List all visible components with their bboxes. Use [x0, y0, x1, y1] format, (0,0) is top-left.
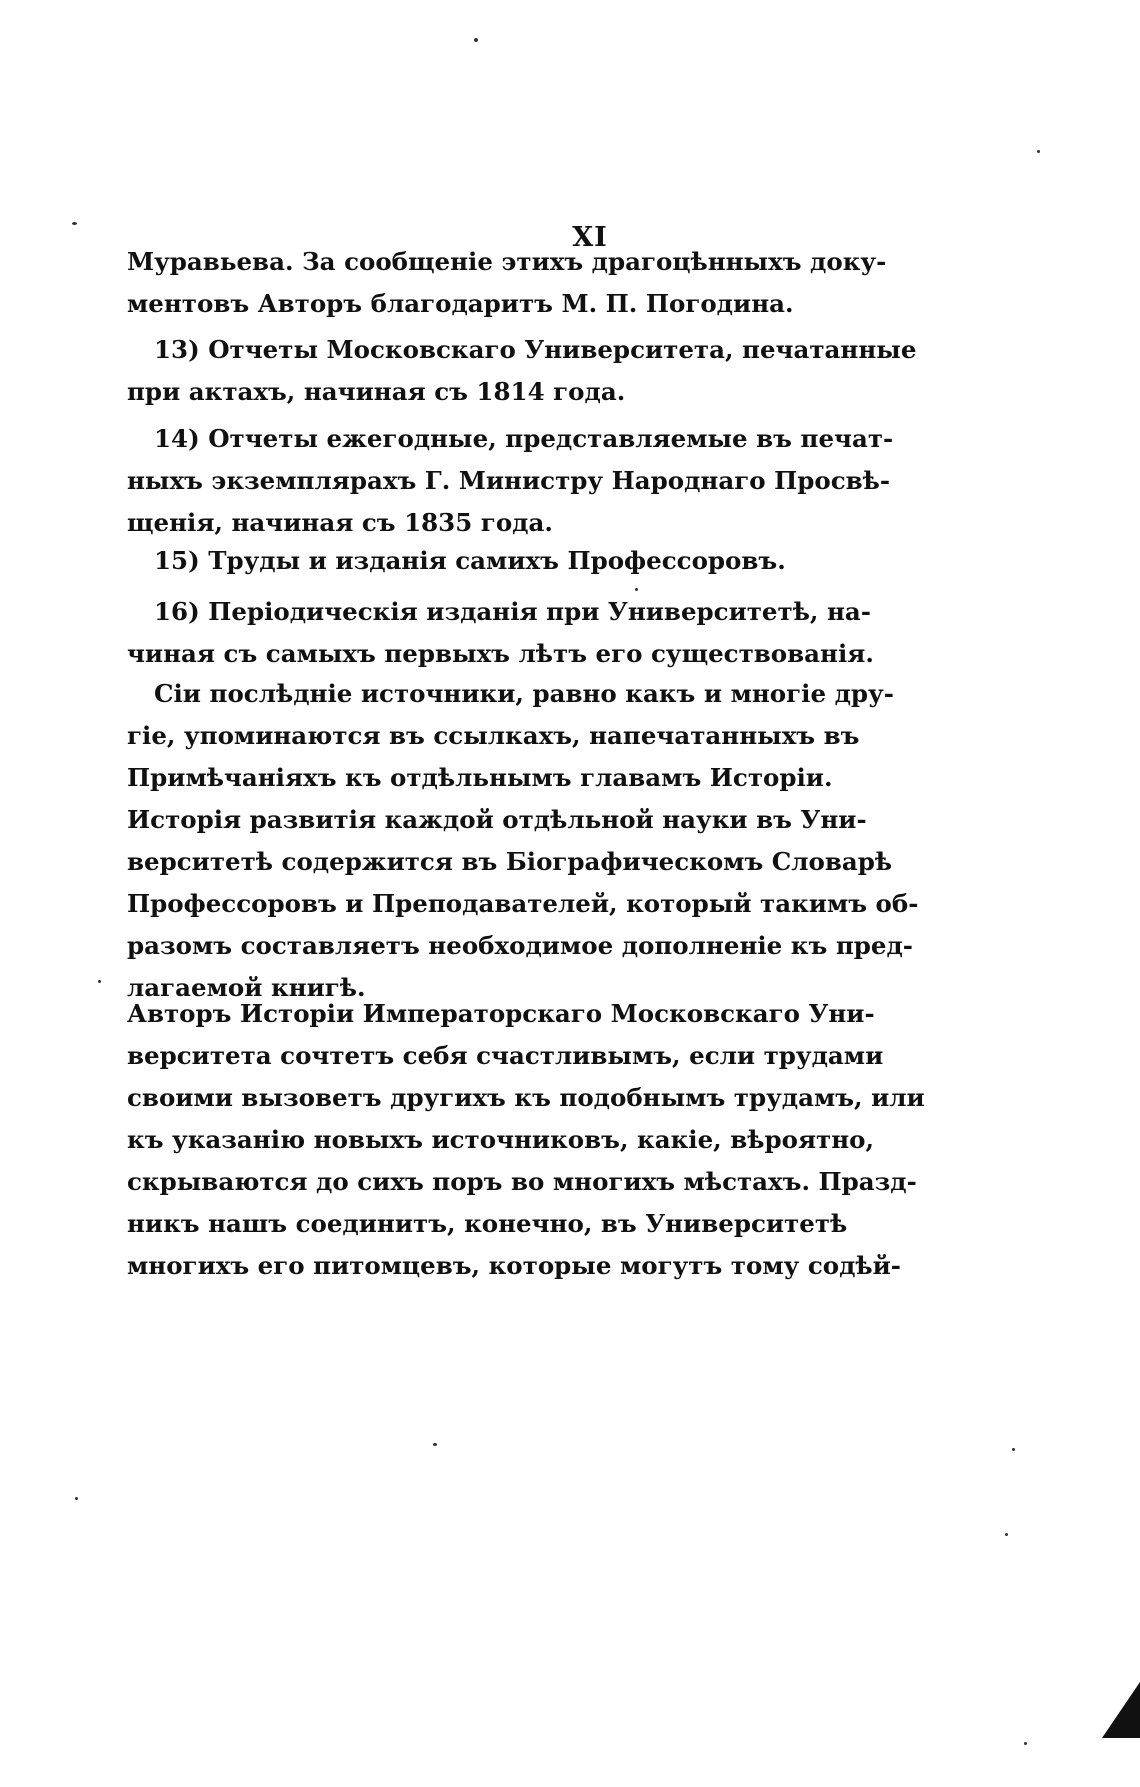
page-corner-mark	[1102, 1682, 1140, 1738]
text-line: при актахъ, начиная съ 1814 года.	[127, 377, 626, 406]
paragraph-6	[127, 673, 894, 799]
paragraph-5	[127, 591, 874, 675]
text-line: щенія, начиная съ 1835 года.	[127, 508, 553, 537]
text-line: ныхъ экземплярахъ Г. Министру Народнаго Просвѣ-	[127, 466, 891, 495]
text-line: 15) Труды и изданія самихъ Профессоровъ.	[154, 546, 786, 575]
paragraph-1	[127, 241, 887, 325]
text-line: Профессоровъ и Преподавателей, который такимъ об-	[127, 889, 919, 918]
paragraph-7	[127, 799, 919, 1009]
text-line: верситета сочтетъ себя счастливымъ, если трудами	[127, 1041, 884, 1070]
text-line: 16) Періодическія изданія при Университетѣ, на-	[154, 597, 871, 626]
paragraph-4	[127, 540, 798, 582]
text-line: къ указанію новыхъ источниковъ, какіе, вѣроятно,	[127, 1125, 875, 1154]
text-line: лагаемой книгѣ.	[127, 973, 366, 1002]
text-line: многихъ его питомцевъ, которые могутъ тому содѣй-	[127, 1251, 901, 1280]
page-number: XI	[572, 222, 608, 253]
text-line: Исторія развитія каждой отдѣльной науки въ Уни-	[127, 805, 867, 834]
text-line: Авторъ Исторіи Императорскаго Московскаго Уни-	[127, 999, 875, 1028]
text-line: Сіи послѣдніе источники, равно какъ и многіе дру-	[154, 679, 894, 708]
text-line: чиная съ самыхъ первыхъ лѣтъ его существованія.	[127, 639, 874, 668]
text-line: никъ нашъ соединитъ, конечно, въ Университетѣ	[127, 1209, 848, 1238]
text-line: скрываются до сихъ поръ во многихъ мѣстахъ. Празд-	[127, 1167, 917, 1196]
text-line: Муравьева. За сообщеніе этихъ драгоцѣнныхъ доку-	[127, 247, 887, 276]
text-line: 13) Отчеты Московскаго Университета, печатанные	[154, 335, 917, 364]
paragraph-3	[127, 418, 894, 544]
text-line: Примѣчаніяхъ къ отдѣльнымъ главамъ Исторіи.	[127, 763, 833, 792]
text-line: 14) Отчеты ежегодные, представляемые въ печат-	[154, 424, 894, 453]
text-line: гіе, упоминаются въ ссылкахъ, напечатанныхъ въ	[127, 721, 860, 750]
text-line: ментовъ Авторъ благодаритъ М. П. Погодина.	[127, 289, 794, 318]
paragraph-8	[127, 993, 925, 1287]
text-line: своими вызоветъ другихъ къ подобнымъ трудамъ, или	[127, 1083, 925, 1112]
text-line: верситетѣ содержится въ Біографическомъ Словарѣ	[127, 847, 893, 876]
paragraph-2	[127, 329, 917, 413]
text-line: разомъ составляетъ необходимое дополненіе къ пред-	[127, 931, 913, 960]
